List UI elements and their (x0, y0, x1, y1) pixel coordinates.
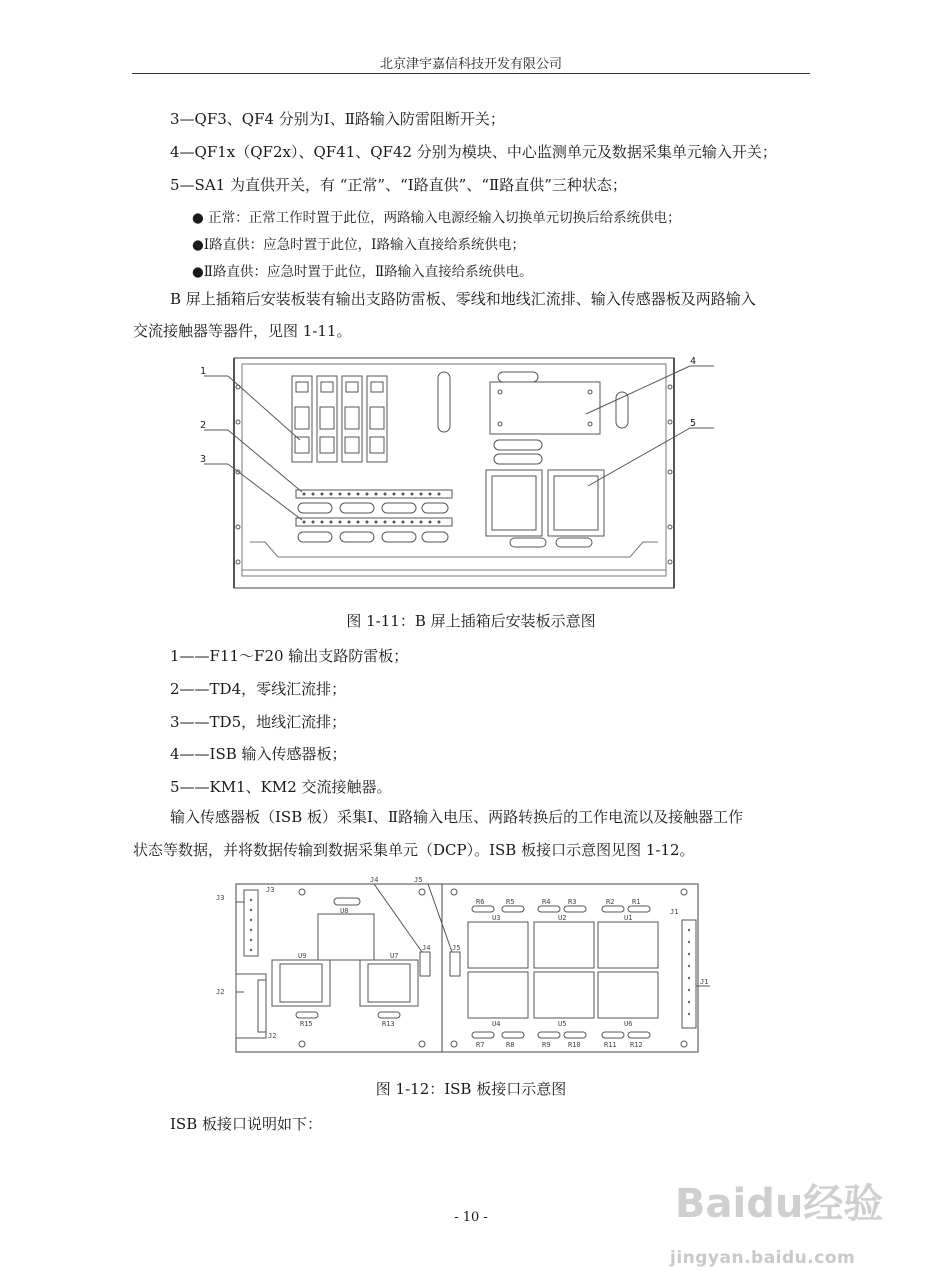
contactor-km2 (548, 470, 604, 536)
watermark-url: jingyan.baidu.com (670, 1248, 856, 1268)
bullet-route2: ●Ⅱ路直供：应急时置于此位，Ⅱ路输入直接给系统供电。 (192, 264, 533, 280)
paragraph-isb-line2: 状态等数据，并将数据传输到数据采集单元（DCP）。ISB 板接口示意图见图 1-12。 (133, 841, 695, 859)
label-r12: R12 (630, 1041, 643, 1049)
legend-item-1: 1——F11～F20 输出支路防雷板； (170, 647, 409, 665)
label-j2: J2 (216, 988, 225, 996)
label-r3: R3 (568, 898, 577, 906)
label-r13: R13 (382, 1020, 395, 1028)
label-u8: U8 (340, 907, 349, 915)
legend-item-5: 5——KM1、KM2 交流接触器。 (170, 778, 392, 796)
label-j5: J5 (414, 876, 423, 884)
label-u1: U1 (624, 914, 633, 922)
label-u5: U5 (558, 1020, 567, 1028)
header-divider (132, 73, 810, 74)
label-j1: J1 (670, 908, 679, 916)
legend-item-4: 4——ISB 输入传感器板； (170, 745, 347, 763)
label-u9: U9 (298, 952, 307, 960)
paragraph-qf3: 3—QF3、QF4 分别为Ⅰ、Ⅱ路输入防雷阻断开关； (170, 110, 505, 128)
paragraph-b-screen-line2: 交流接触器等器件，见图 1-11。 (133, 322, 352, 340)
label-r4: R4 (542, 898, 551, 906)
label-j5b: J5 (452, 944, 461, 952)
paragraph-qf1x: 4—QF1x（QF2x）、QF41、QF42 分别为模块、中心监测单元及数据采集单元输入开关； (170, 143, 777, 161)
page-number: - 10 - (454, 1210, 488, 1225)
label-j2b: J2 (268, 1032, 277, 1040)
figure-1-11-caption: 图 1-11：B 屏上插箱后安装板示意图 (346, 612, 596, 630)
isb-board (490, 382, 600, 434)
paragraph-isb-line1: 输入传感器板（ISB 板）采集Ⅰ、Ⅱ路输入电压、两路转换后的工作电流以及接触器工作 (170, 808, 744, 826)
label-r15: R15 (300, 1020, 313, 1028)
label-u6: U6 (624, 1020, 633, 1028)
label-u3: U3 (492, 914, 501, 922)
label-r10: R10 (568, 1041, 581, 1049)
legend-item-2: 2——TD4，零线汇流排； (170, 680, 347, 698)
figure-1-12-caption: 图 1-12：ISB 板接口示意图 (375, 1080, 567, 1098)
label-r8: R8 (506, 1041, 515, 1049)
label-r5: R5 (506, 898, 515, 906)
label-r9: R9 (542, 1041, 551, 1049)
label-j4: J4 (370, 876, 379, 884)
label-j3: J3 (216, 894, 225, 902)
bullet-normal: ● 正常：正常工作时置于此位，两路输入电源经输入切换单元切换后给系统供电； (192, 210, 681, 226)
callout-3: 3 (200, 454, 207, 465)
lightning-protection-board (292, 376, 387, 462)
label-r6: R6 (476, 898, 485, 906)
legend-item-3: 3——TD5，地线汇流排； (170, 713, 347, 731)
callout-5: 5 (690, 418, 697, 429)
label-r2: R2 (606, 898, 615, 906)
baidu-jingyan-logo: Baidu经验 (675, 1181, 884, 1227)
label-r11: R11 (604, 1041, 617, 1049)
label-j4b: J4 (422, 944, 431, 952)
bullet-route1: ●Ⅰ路直供：应急时置于此位，Ⅰ路输入直接给系统供电； (192, 237, 525, 253)
label-r1: R1 (632, 898, 641, 906)
label-j1b: J1 (700, 978, 709, 986)
page-header-company: 北京津宇嘉信科技开发有限公司 (379, 57, 562, 72)
label-u4: U4 (492, 1020, 501, 1028)
callout-2: 2 (200, 420, 207, 431)
figure-isb-board (214, 872, 709, 1061)
paragraph-sa1: 5—SA1 为直供开关，有 “正常”、“Ⅰ路直供”、“Ⅱ路直供”三种状态； (170, 176, 627, 194)
label-r7: R7 (476, 1041, 485, 1049)
label-j3b: J3 (266, 886, 275, 894)
label-u7: U7 (390, 952, 399, 960)
label-u2: U2 (558, 914, 567, 922)
paragraph-isb-interface: ISB 板接口说明如下： (170, 1115, 322, 1133)
contactor-km1 (486, 470, 542, 536)
figure-mounting-plate (190, 352, 720, 601)
callout-1: 1 (200, 366, 207, 377)
callout-4: 4 (690, 356, 697, 367)
paragraph-b-screen-line1: B 屏上插箱后安装板装有输出支路防雷板、零线和地线汇流排、输入传感器板及两路输入 (170, 290, 756, 308)
